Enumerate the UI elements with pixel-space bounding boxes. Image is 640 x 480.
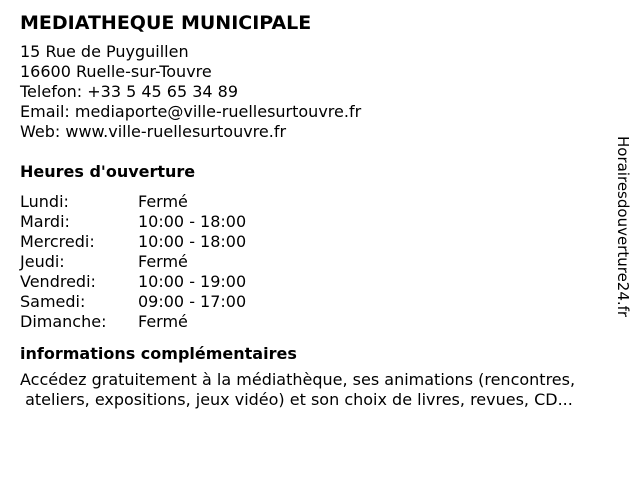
day-label: Dimanche: <box>20 312 107 331</box>
address-city: 16600 Ruelle-sur-Touvre <box>20 62 212 81</box>
hours-row <box>20 292 618 312</box>
site-watermark: Horairesdouverture24.fr <box>614 136 632 318</box>
listing-card <box>20 10 618 410</box>
day-label: Samedi: <box>20 292 86 311</box>
day-label: Vendredi: <box>20 272 96 291</box>
day-label: Jeudi: <box>20 252 65 271</box>
day-hours: 10:00 - 19:00 <box>138 272 247 291</box>
email-text: Email: mediaporte@ville-ruellesurtouvre.fr <box>20 102 362 121</box>
day-label: Mardi: <box>20 212 70 231</box>
info-section <box>20 344 618 410</box>
web-text: Web: www.ville-ruellesurtouvre.fr <box>20 122 287 141</box>
address-block <box>20 42 618 142</box>
hours-row <box>20 252 618 272</box>
hours-heading: Heures d'ouverture <box>20 162 196 181</box>
day-label: Mercredi: <box>20 232 95 251</box>
day-hours: Fermé <box>138 252 188 271</box>
info-line: Accédez gratuitement à la médiathèque, ses animations (rencontres, <box>20 370 576 389</box>
info-line: ateliers, expositions, jeux vidéo) et son choix de livres, revues, CD... <box>20 390 573 409</box>
address-street: 15 Rue de Puyguillen <box>20 42 189 61</box>
hours-row <box>20 192 618 212</box>
day-hours: Fermé <box>138 312 188 331</box>
day-label: Lundi: <box>20 192 69 211</box>
day-hours: 10:00 - 18:00 <box>138 232 247 251</box>
hours-row <box>20 232 618 252</box>
info-heading: informations complémentaires <box>20 344 297 363</box>
page-title: MEDIATHEQUE MUNICIPALE <box>20 12 312 34</box>
hours-row <box>20 212 618 232</box>
day-hours: Fermé <box>138 192 188 211</box>
info-description <box>20 370 618 410</box>
phone-text: Telefon: +33 5 45 65 34 89 <box>20 82 239 101</box>
hours-row <box>20 312 618 332</box>
hours-list <box>20 192 618 332</box>
day-hours: 09:00 - 17:00 <box>138 292 247 311</box>
day-hours: 10:00 - 18:00 <box>138 212 247 231</box>
hours-row <box>20 272 618 292</box>
